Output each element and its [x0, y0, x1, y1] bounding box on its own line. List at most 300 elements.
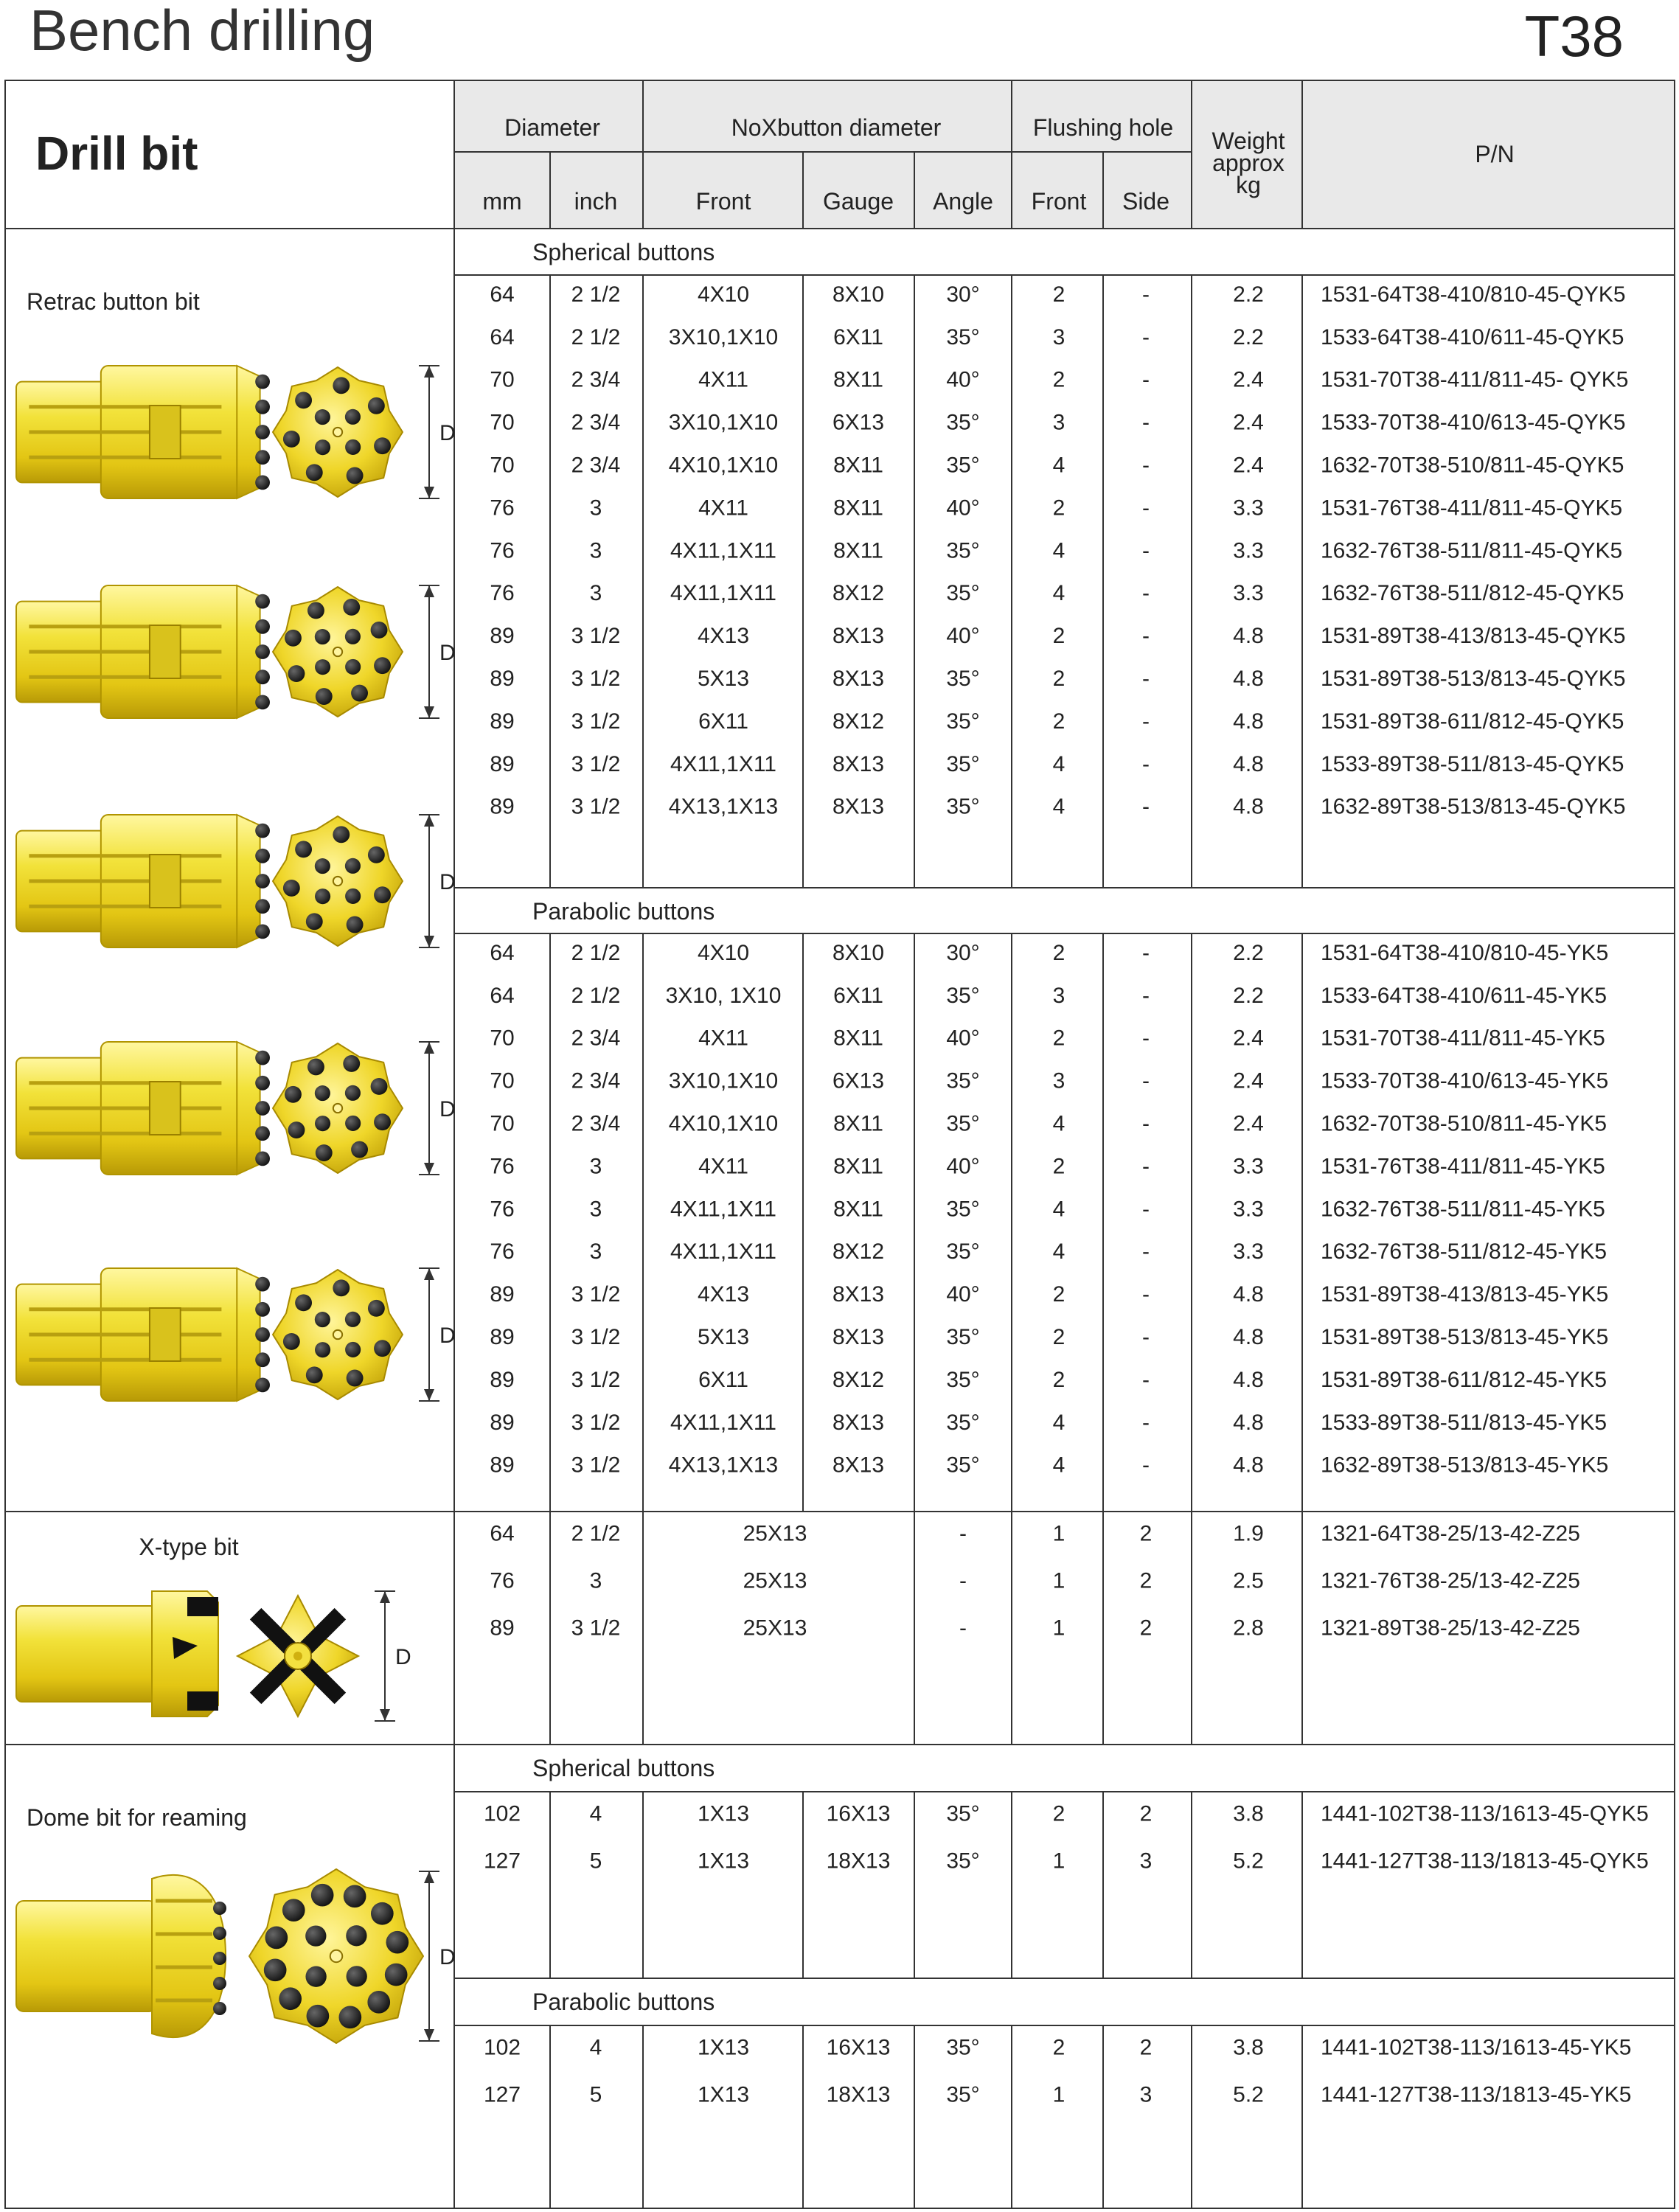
- dimension-marker: [419, 366, 456, 498]
- cell-inch: 5: [589, 1848, 602, 1874]
- cell-mm: 89: [490, 624, 515, 649]
- cell-front: 4X10: [697, 940, 750, 965]
- cell-mm: 102: [483, 2035, 521, 2060]
- cell-flush-side: -: [1142, 709, 1150, 734]
- bit-face-view: [273, 587, 403, 717]
- cell-weight: 3.3: [1233, 1154, 1264, 1179]
- cell-pn: 1632-89T38-513/813-45-YK5: [1321, 1453, 1609, 1478]
- cell-angle: 40°: [946, 367, 980, 392]
- header-front: Front: [695, 188, 751, 215]
- cell-inch: 3: [589, 1154, 602, 1179]
- cell-flush-front: 3: [1052, 1068, 1066, 1093]
- cell-weight: 3.3: [1233, 538, 1264, 563]
- bit-side-view: [16, 1042, 270, 1175]
- header-weight-approx: approx: [1212, 150, 1285, 176]
- cell-front: 25X13: [743, 1521, 807, 1546]
- cell-inch: 2 1/2: [571, 324, 621, 349]
- cell-flush-side: -: [1142, 581, 1150, 606]
- subgroup-label: Parabolic buttons: [532, 1989, 715, 2015]
- cell-mm: 70: [490, 1068, 515, 1093]
- section-name: Dome bit for reaming: [27, 1804, 247, 1831]
- cell-pn: 1531-89T38-611/812-45-YK5: [1321, 1367, 1607, 1392]
- bit-side-view: [16, 366, 270, 498]
- cell-mm: 70: [490, 410, 515, 435]
- cell-front: 4X11: [698, 367, 748, 392]
- cell-front: 4X10: [697, 282, 750, 307]
- cell-front: 5X13: [697, 666, 750, 691]
- cell-angle: -: [959, 1615, 967, 1641]
- cell-gauge: 18X13: [826, 2082, 891, 2107]
- cell-pn: 1632-76T38-511/812-45-YK5: [1321, 1239, 1607, 1265]
- cell-inch: 4: [589, 2035, 602, 2060]
- cell-pn: 1531-70T38-411/811-45- QYK5: [1321, 367, 1629, 392]
- cell-angle: 35°: [946, 794, 980, 819]
- dimension-label: D: [395, 1645, 411, 1669]
- cell-angle: 40°: [946, 1282, 980, 1307]
- page-title: Bench drilling: [29, 0, 375, 63]
- cell-inch: 4: [589, 1801, 602, 1826]
- cell-flush-front: 2: [1052, 1154, 1066, 1179]
- cell-angle: 35°: [946, 709, 980, 734]
- cell-pn: 1441-102T38-113/1613-45-YK5: [1321, 2035, 1632, 2060]
- cell-flush-front: 2: [1052, 1367, 1066, 1392]
- cell-flush-front: 4: [1052, 581, 1066, 606]
- cell-flush-side: 2: [1139, 1615, 1153, 1641]
- cell-flush-side: -: [1142, 1324, 1150, 1349]
- cell-weight: 4.8: [1233, 1324, 1264, 1349]
- retrac-bit-pair: [16, 585, 456, 718]
- bit-face-view: [273, 1270, 403, 1399]
- cell-flush-side: -: [1142, 624, 1150, 649]
- cell-angle: 35°: [946, 581, 980, 606]
- cell-inch: 3 1/2: [571, 1367, 621, 1392]
- cell-gauge: 8X12: [832, 1367, 885, 1392]
- cell-weight: 5.2: [1233, 2082, 1264, 2107]
- bit-face-view: [273, 816, 403, 946]
- cell-flush-front: 4: [1052, 1410, 1066, 1435]
- cell-gauge: 8X13: [832, 751, 885, 776]
- cell-angle: 35°: [946, 1111, 980, 1136]
- dome-bit-pair: [16, 1869, 456, 2043]
- cell-flush-front: 4: [1052, 1111, 1066, 1136]
- cell-inch: 3 1/2: [571, 666, 621, 691]
- cell-mm: 70: [490, 453, 515, 478]
- cell-flush-side: -: [1142, 495, 1150, 521]
- cell-pn: 1321-64T38-25/13-42-Z25: [1321, 1521, 1580, 1546]
- cell-flush-side: -: [1142, 1453, 1150, 1478]
- cell-flush-side: -: [1142, 1111, 1150, 1136]
- cell-pn: 1531-64T38-410/810-45-YK5: [1321, 940, 1609, 965]
- retrac-bit-pair: [16, 366, 456, 498]
- cell-inch: 3: [589, 495, 602, 521]
- cell-inch: 2 3/4: [571, 367, 621, 392]
- cell-pn: 1632-76T38-511/811-45-QYK5: [1321, 538, 1623, 563]
- bit-face-view: [273, 1043, 403, 1173]
- dimension-marker: [419, 815, 456, 947]
- cell-flush-side: -: [1142, 1282, 1150, 1307]
- cell-front: 4X11,1X11: [670, 1197, 777, 1222]
- cell-weight: 3.3: [1233, 1239, 1264, 1265]
- cell-gauge: 6X13: [832, 1068, 885, 1093]
- table-body: [4, 229, 1675, 2209]
- cell-flush-front: 2: [1052, 2035, 1066, 2060]
- dimension-marker: [375, 1591, 411, 1721]
- dimension-marker: [419, 1268, 456, 1401]
- cell-front: 1X13: [697, 1801, 750, 1826]
- cell-inch: 3 1/2: [571, 1324, 621, 1349]
- cell-pn: 1441-102T38-113/1613-45-QYK5: [1321, 1801, 1649, 1826]
- cell-front: 6X11: [698, 709, 748, 734]
- cell-flush-front: 2: [1052, 1026, 1066, 1051]
- cell-flush-front: 4: [1052, 1239, 1066, 1265]
- cell-flush-front: 2: [1052, 282, 1066, 307]
- cell-flush-side: -: [1142, 666, 1150, 691]
- cell-gauge: 6X11: [833, 983, 883, 1008]
- cell-flush-front: 4: [1052, 538, 1066, 563]
- cell-mm: 70: [490, 1111, 515, 1136]
- subgroup-label: Spherical buttons: [532, 1755, 715, 1781]
- cell-weight: 3.3: [1233, 581, 1264, 606]
- cell-mm: 89: [490, 1453, 515, 1478]
- cell-mm: 76: [490, 1154, 515, 1179]
- cell-front: 3X10,1X10: [668, 1068, 779, 1093]
- cell-angle: 35°: [946, 1453, 980, 1478]
- cell-inch: 3 1/2: [571, 1410, 621, 1435]
- cell-angle: 35°: [946, 1068, 980, 1093]
- cell-mm: 64: [490, 324, 515, 349]
- cell-gauge: 8X13: [832, 1324, 885, 1349]
- cell-gauge: 8X13: [832, 624, 885, 649]
- bit-face-view: [273, 367, 403, 497]
- cell-flush-front: 2: [1052, 666, 1066, 691]
- retrac-bit-pair: [16, 815, 456, 947]
- cell-front: 4X11,1X11: [670, 581, 777, 606]
- series-label: T38: [1524, 4, 1624, 69]
- cell-front: 3X10,1X10: [668, 324, 779, 349]
- cell-weight: 2.4: [1233, 410, 1264, 435]
- cell-flush-side: 2: [1139, 1521, 1153, 1546]
- bit-illustrations: [16, 366, 456, 2043]
- cell-angle: 40°: [946, 1026, 980, 1051]
- cell-weight: 4.8: [1233, 1453, 1264, 1478]
- cell-flush-side: -: [1142, 1026, 1150, 1051]
- cell-inch: 3 1/2: [571, 1282, 621, 1307]
- cell-gauge: 6X13: [832, 410, 885, 435]
- bit-side-view: [16, 1268, 270, 1401]
- cell-pn: 1533-64T38-410/611-45-YK5: [1321, 983, 1607, 1008]
- cell-mm: 76: [490, 1568, 515, 1593]
- cell-gauge: 6X11: [833, 324, 883, 349]
- dimension-label: D: [439, 1945, 456, 1969]
- header-mm: mm: [482, 188, 522, 215]
- cell-gauge: 8X13: [832, 666, 885, 691]
- cell-mm: 70: [490, 367, 515, 392]
- dimension-marker: [419, 1871, 456, 2041]
- cell-front: 3X10,1X10: [668, 410, 779, 435]
- cell-pn: 1632-76T38-511/811-45-YK5: [1321, 1197, 1605, 1222]
- cell-angle: 35°: [946, 453, 980, 478]
- spec-table: [4, 80, 1675, 2209]
- cell-gauge: 8X10: [832, 282, 885, 307]
- cell-angle: 40°: [946, 1154, 980, 1179]
- cell-front: 4X11: [698, 1154, 748, 1179]
- cell-flush-front: 1: [1052, 1568, 1066, 1593]
- cell-angle: 35°: [946, 2082, 980, 2107]
- cell-gauge: 8X13: [832, 1282, 885, 1307]
- dimension-label: D: [439, 1097, 456, 1121]
- cell-inch: 2 3/4: [571, 1026, 621, 1051]
- cell-angle: 35°: [946, 1367, 980, 1392]
- cell-pn: 1531-89T38-513/813-45-QYK5: [1321, 666, 1626, 691]
- cell-pn: 1533-70T38-410/613-45-QYK5: [1321, 410, 1626, 435]
- cell-pn: 1632-70T38-510/811-45-YK5: [1321, 1111, 1607, 1136]
- header-gauge: Gauge: [822, 188, 894, 215]
- cell-flush-front: 2: [1052, 940, 1066, 965]
- cell-angle: -: [959, 1568, 967, 1593]
- cell-front: 1X13: [697, 2082, 750, 2107]
- cell-inch: 3: [589, 1197, 602, 1222]
- cell-front: 4X11,1X11: [670, 1410, 777, 1435]
- cell-inch: 2 3/4: [571, 1111, 621, 1136]
- cell-angle: 40°: [946, 624, 980, 649]
- cell-inch: 2 1/2: [571, 983, 621, 1008]
- subgroup-label: Spherical buttons: [532, 239, 715, 265]
- cell-flush-side: -: [1142, 794, 1150, 819]
- cell-mm: 76: [490, 1197, 515, 1222]
- cell-weight: 4.8: [1233, 666, 1264, 691]
- cell-gauge: 8X11: [833, 1197, 883, 1222]
- cell-pn: 1441-127T38-113/1813-45-QYK5: [1321, 1848, 1649, 1874]
- cell-front: 4X11: [698, 495, 748, 521]
- cell-front: 3X10, 1X10: [665, 983, 782, 1008]
- cell-gauge: 18X13: [826, 1848, 891, 1874]
- header-button-diameter: NoXbutton diameter: [731, 114, 942, 141]
- cell-pn: 1531-76T38-411/811-45-YK5: [1321, 1154, 1605, 1179]
- section-name: X-type bit: [139, 1534, 239, 1560]
- cell-flush-side: -: [1142, 538, 1150, 563]
- cell-gauge: 8X13: [832, 1410, 885, 1435]
- cell-angle: 35°: [946, 1197, 980, 1222]
- cell-front: 4X10,1X10: [668, 1111, 779, 1136]
- header-flushing-hole: Flushing hole: [1032, 114, 1174, 141]
- cell-flush-front: 1: [1052, 1521, 1066, 1546]
- cell-pn: 1533-89T38-511/813-45-YK5: [1321, 1410, 1607, 1435]
- section-name: Retrac button bit: [27, 288, 200, 315]
- cell-inch: 3: [589, 1568, 602, 1593]
- dimension-marker: [419, 1042, 456, 1175]
- cell-flush-side: -: [1142, 1197, 1150, 1222]
- cell-angle: 30°: [946, 282, 980, 307]
- cell-weight: 4.8: [1233, 794, 1264, 819]
- cell-inch: 3: [589, 1239, 602, 1265]
- cell-flush-side: -: [1142, 983, 1150, 1008]
- cell-angle: -: [959, 1521, 967, 1546]
- cell-mm: 89: [490, 1410, 515, 1435]
- cell-flush-side: -: [1142, 453, 1150, 478]
- cell-flush-front: 4: [1052, 1197, 1066, 1222]
- cell-weight: 4.8: [1233, 751, 1264, 776]
- cell-angle: 35°: [946, 1410, 980, 1435]
- cell-mm: 127: [483, 1848, 521, 1874]
- cell-weight: 3.3: [1233, 1197, 1264, 1222]
- cell-pn: 1632-70T38-510/811-45-QYK5: [1321, 453, 1624, 478]
- cell-gauge: 8X12: [832, 581, 885, 606]
- cell-weight: 2.4: [1233, 1111, 1264, 1136]
- header-angle: Angle: [933, 188, 993, 215]
- cell-inch: 3 1/2: [571, 624, 621, 649]
- cell-inch: 2 1/2: [571, 282, 621, 307]
- retrac-bit-pair: [16, 1268, 456, 1401]
- cell-flush-front: 2: [1052, 1324, 1066, 1349]
- cell-mm: 102: [483, 1801, 521, 1826]
- cell-mm: 89: [490, 1282, 515, 1307]
- header-weight-unit: kg: [1236, 172, 1261, 198]
- cell-pn: 1321-89T38-25/13-42-Z25: [1321, 1615, 1580, 1641]
- cell-flush-side: -: [1142, 751, 1150, 776]
- cell-weight: 2.4: [1233, 1068, 1264, 1093]
- cell-flush-side: 2: [1139, 2035, 1153, 2060]
- cell-front: 4X13: [697, 624, 750, 649]
- cell-mm: 89: [490, 1367, 515, 1392]
- cell-flush-front: 4: [1052, 751, 1066, 776]
- cell-inch: 3: [589, 538, 602, 563]
- cell-flush-front: 2: [1052, 495, 1066, 521]
- bit-face-view: [249, 1869, 423, 2043]
- cell-front: 4X10,1X10: [668, 453, 779, 478]
- cell-flush-side: -: [1142, 367, 1150, 392]
- cell-inch: 2 3/4: [571, 1068, 621, 1093]
- cell-pn: 1531-89T38-513/813-45-YK5: [1321, 1324, 1609, 1349]
- cell-inch: 3 1/2: [571, 1453, 621, 1478]
- cell-flush-front: 1: [1052, 2082, 1066, 2107]
- cell-gauge: 8X13: [832, 1453, 885, 1478]
- cell-angle: 40°: [946, 495, 980, 521]
- cell-inch: 2 3/4: [571, 410, 621, 435]
- cell-mm: 127: [483, 2082, 521, 2107]
- cell-weight: 2.2: [1233, 324, 1264, 349]
- cell-angle: 35°: [946, 410, 980, 435]
- header-flush-front: Front: [1031, 188, 1087, 215]
- cell-weight: 1.9: [1233, 1521, 1264, 1546]
- cell-flush-front: 3: [1052, 324, 1066, 349]
- cell-weight: 2.4: [1233, 453, 1264, 478]
- cell-front: 4X11,1X11: [670, 751, 777, 776]
- x-type-bit: [16, 1591, 411, 1721]
- cell-flush-side: -: [1142, 940, 1150, 965]
- cell-pn: 1632-89T38-513/813-45-QYK5: [1321, 794, 1626, 819]
- cell-weight: 2.8: [1233, 1615, 1264, 1641]
- cell-angle: 35°: [946, 751, 980, 776]
- cell-weight: 4.8: [1233, 1367, 1264, 1392]
- header-diameter: Diameter: [504, 114, 600, 141]
- cell-gauge: 8X13: [832, 794, 885, 819]
- cell-flush-front: 2: [1052, 1801, 1066, 1826]
- cell-weight: 3.3: [1233, 495, 1264, 521]
- cell-pn: 1632-76T38-511/812-45-QYK5: [1321, 581, 1624, 606]
- header-weight: Weight: [1212, 128, 1285, 154]
- cell-flush-front: 2: [1052, 367, 1066, 392]
- dimension-label: D: [439, 421, 456, 445]
- cell-weight: 2.4: [1233, 367, 1264, 392]
- cell-flush-side: -: [1142, 282, 1150, 307]
- cell-mm: 64: [490, 940, 515, 965]
- cell-mm: 64: [490, 1521, 515, 1546]
- bit-side-view: [16, 815, 270, 947]
- cell-weight: 3.8: [1233, 2035, 1264, 2060]
- cell-mm: 64: [490, 282, 515, 307]
- retrac-bit-pair: [16, 1042, 456, 1175]
- cell-angle: 35°: [946, 983, 980, 1008]
- cell-gauge: 8X12: [832, 1239, 885, 1265]
- cell-front: 4X13,1X13: [668, 1453, 779, 1478]
- cell-flush-side: -: [1142, 1068, 1150, 1093]
- cell-gauge: 8X11: [833, 367, 883, 392]
- cell-flush-front: 1: [1052, 1848, 1066, 1874]
- cell-angle: 35°: [946, 1801, 980, 1826]
- cell-inch: 5: [589, 2082, 602, 2107]
- cell-front: 4X11,1X11: [670, 538, 777, 563]
- cell-front: 4X13,1X13: [668, 794, 779, 819]
- cell-flush-front: 2: [1052, 709, 1066, 734]
- cell-gauge: 8X11: [833, 1154, 883, 1179]
- cell-front: 4X11,1X11: [670, 1239, 777, 1265]
- cell-flush-front: 4: [1052, 1453, 1066, 1478]
- cell-gauge: 8X10: [832, 940, 885, 965]
- cell-weight: 4.8: [1233, 1282, 1264, 1307]
- cell-front: 4X13: [697, 1282, 750, 1307]
- cell-inch: 3 1/2: [571, 709, 621, 734]
- cell-inch: 3 1/2: [571, 794, 621, 819]
- cell-mm: 89: [490, 1324, 515, 1349]
- cell-gauge: 8X11: [833, 1111, 883, 1136]
- cell-gauge: 8X11: [833, 1026, 883, 1051]
- cell-flush-front: 3: [1052, 983, 1066, 1008]
- cell-front: 25X13: [743, 1568, 807, 1593]
- cell-inch: 3 1/2: [571, 1615, 621, 1641]
- cell-pn: 1533-89T38-511/813-45-QYK5: [1321, 751, 1624, 776]
- cell-angle: 35°: [946, 1848, 980, 1874]
- cell-flush-side: -: [1142, 1239, 1150, 1265]
- cell-pn: 1441-127T38-113/1813-45-YK5: [1321, 2082, 1632, 2107]
- dimension-label: D: [439, 641, 456, 665]
- cell-pn: 1531-89T38-413/813-45-YK5: [1321, 1282, 1609, 1307]
- cell-weight: 4.8: [1233, 1410, 1264, 1435]
- cell-flush-side: -: [1142, 410, 1150, 435]
- cell-pn: 1531-64T38-410/810-45-QYK5: [1321, 282, 1626, 307]
- cell-pn: 1531-89T38-611/812-45-QYK5: [1321, 709, 1624, 734]
- cell-flush-front: 3: [1052, 410, 1066, 435]
- dimension-label: D: [439, 1324, 456, 1348]
- cell-front: 1X13: [697, 2035, 750, 2060]
- cell-inch: 3: [589, 581, 602, 606]
- cell-weight: 2.2: [1233, 282, 1264, 307]
- cell-front: 4X11: [698, 1026, 748, 1051]
- cell-mm: 64: [490, 983, 515, 1008]
- cell-flush-side: 3: [1139, 1848, 1153, 1874]
- cell-mm: 89: [490, 794, 515, 819]
- cell-flush-front: 1: [1052, 1615, 1066, 1641]
- header-flush-side: Side: [1122, 188, 1170, 215]
- cell-mm: 89: [490, 709, 515, 734]
- cell-flush-side: -: [1142, 1410, 1150, 1435]
- dimension-label: D: [439, 870, 456, 894]
- cell-inch: 2 1/2: [571, 1521, 621, 1546]
- header-inch: inch: [574, 188, 618, 215]
- cell-pn: 1531-70T38-411/811-45-YK5: [1321, 1026, 1605, 1051]
- cell-pn: 1531-76T38-411/811-45-QYK5: [1321, 495, 1623, 521]
- cell-weight: 2.2: [1233, 983, 1264, 1008]
- cell-mm: 76: [490, 1239, 515, 1265]
